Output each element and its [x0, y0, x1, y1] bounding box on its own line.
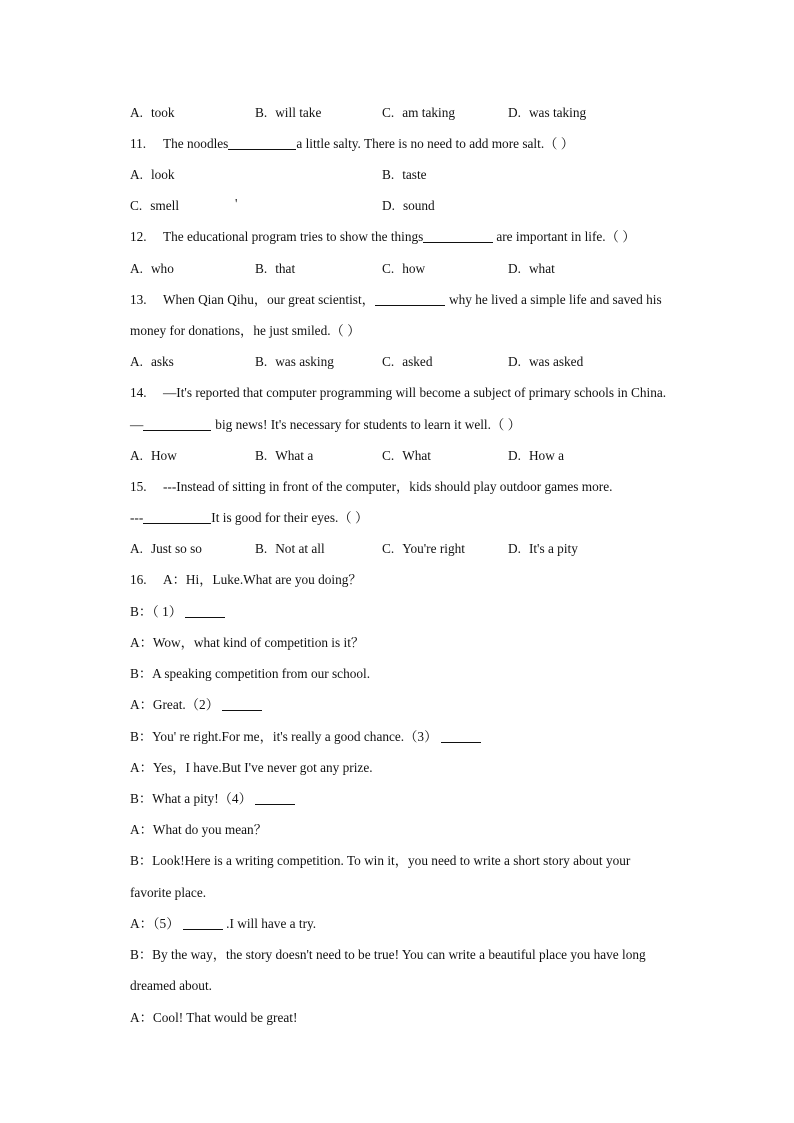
q12-option-c[interactable]	[382, 260, 425, 278]
option-letter: C.	[382, 261, 395, 276]
option-letter: D.	[382, 198, 395, 213]
q15-option-d[interactable]	[508, 540, 578, 558]
option-text: taste	[402, 167, 427, 182]
q15-option-a[interactable]	[130, 540, 202, 558]
option-text: asks	[150, 354, 174, 369]
q11-option-c[interactable]	[130, 197, 179, 215]
option-letter: A.	[130, 105, 143, 120]
q13-stem-line2: money for donations，he just smiled.（ ）	[130, 323, 361, 338]
dash: ---	[130, 510, 144, 525]
option-text: How	[150, 448, 177, 463]
option-letter: D.	[508, 354, 521, 369]
q16-line-8	[130, 790, 295, 808]
q15-response	[130, 509, 368, 527]
answer-paren[interactable]: （ ）	[605, 229, 636, 244]
option-letter: B.	[255, 261, 268, 276]
q14-option-a[interactable]	[130, 447, 177, 465]
q13-option-b[interactable]	[255, 353, 334, 371]
option-letter: A.	[130, 261, 143, 276]
q11-option-a[interactable]	[130, 166, 175, 184]
q16-line-1	[130, 571, 362, 589]
option-letter: D.	[508, 105, 521, 120]
question-number: 16.	[130, 572, 147, 587]
q14-stem	[130, 384, 666, 402]
dialogue-text: A：Great.（2）	[130, 697, 219, 712]
q13-option-d[interactable]	[508, 353, 583, 371]
q11-option-b[interactable]	[382, 166, 427, 184]
option-letter: B.	[382, 167, 395, 182]
option-text: took	[150, 105, 175, 120]
answer-blank[interactable]	[185, 604, 225, 618]
q10-option-b[interactable]	[255, 104, 321, 122]
q11-option-d[interactable]	[382, 197, 435, 215]
q13-stem	[130, 291, 662, 309]
q16-line-5	[130, 696, 262, 714]
option-text: what	[528, 261, 555, 276]
answer-blank[interactable]	[143, 417, 211, 431]
answer-blank[interactable]	[228, 136, 296, 150]
stem-text: big news! It's necessary for students to learn it well.（ ）	[215, 417, 521, 432]
q10-option-c[interactable]	[382, 104, 455, 122]
option-letter: C.	[130, 198, 143, 213]
dialogue-text: A：（5）	[130, 916, 180, 931]
option-text: What a	[275, 448, 314, 463]
q12-option-d[interactable]	[508, 260, 555, 278]
question-number: 12.	[130, 229, 147, 244]
option-text: sound	[402, 198, 435, 213]
question-number: 13.	[130, 292, 147, 307]
q13-option-c[interactable]	[382, 353, 432, 371]
answer-blank[interactable]	[183, 916, 223, 930]
option-letter: B.	[255, 541, 268, 556]
option-letter: B.	[255, 448, 268, 463]
stem-text: a little salty. There is no need to add more salt.	[296, 136, 545, 151]
option-text: how	[402, 261, 426, 276]
question-number: 15.	[130, 479, 147, 494]
q12-stem	[130, 228, 636, 246]
option-text: was asking	[275, 354, 334, 369]
answer-blank[interactable]	[441, 729, 481, 743]
q15-option-c[interactable]	[382, 540, 465, 558]
option-letter: A.	[130, 448, 143, 463]
option-letter: A.	[130, 167, 143, 182]
answer-blank[interactable]	[255, 791, 295, 805]
option-text: Not at all	[275, 541, 325, 556]
answer-blank[interactable]	[222, 697, 262, 711]
stem-text: ---Instead of sitting in front of the computer，kids should play outdoor games more.	[163, 479, 613, 494]
answer-paren[interactable]: （ ）	[544, 136, 575, 151]
option-letter: C.	[382, 354, 395, 369]
option-text: How a	[528, 448, 565, 463]
stem-text: —It's reported that computer programming will become a subject of primary schools in China.	[163, 385, 667, 400]
option-text: am taking	[402, 105, 456, 120]
q14-option-d[interactable]	[508, 447, 564, 465]
dialogue-text: .I will have a try.	[226, 916, 317, 931]
q16-line-11: favorite place.	[130, 885, 207, 900]
option-text: that	[275, 261, 296, 276]
option-letter: B.	[255, 354, 268, 369]
q12-option-a[interactable]	[130, 260, 174, 278]
option-text: look	[150, 167, 175, 182]
q16-line-13: B：By the way，the story doesn't need to be true! You can write a beautiful place you have long	[130, 947, 646, 962]
option-text: asked	[402, 354, 433, 369]
option-text: Just so so	[150, 541, 202, 556]
stem-text: why he lived a simple life and saved his	[448, 292, 662, 307]
q10-option-d[interactable]	[508, 104, 586, 122]
option-letter: D.	[508, 541, 521, 556]
stray-mark: '	[235, 196, 238, 211]
stem-text: The noodles	[163, 136, 229, 151]
option-text: You're right	[402, 541, 465, 556]
q16-line-7: A：Yes，I have.But I've never got any prize.	[130, 760, 373, 775]
q15-stem	[130, 478, 612, 496]
option-letter: B.	[255, 105, 268, 120]
option-text: was asked	[528, 354, 584, 369]
q10-option-a[interactable]	[130, 104, 175, 122]
option-letter: D.	[508, 261, 521, 276]
question-number: 14.	[130, 385, 147, 400]
q16-line-14: dreamed about.	[130, 978, 212, 993]
option-letter: A.	[130, 354, 143, 369]
option-text: It's a pity	[528, 541, 578, 556]
stem-text: The educational program tries to show the things	[163, 229, 424, 244]
dialogue-text: B：You' re right.For me，it's really a good chance.（3）	[130, 729, 438, 744]
q14-option-b[interactable]	[255, 447, 313, 465]
q16-line-2	[130, 603, 225, 621]
q16-line-10: B：Look!Here is a writing competition. To win it，you need to write a short story about your	[130, 853, 631, 868]
answer-blank[interactable]	[143, 510, 211, 524]
answer-blank[interactable]	[423, 229, 493, 243]
option-letter: A.	[130, 541, 143, 556]
option-text: was taking	[528, 105, 587, 120]
option-text: What	[402, 448, 431, 463]
q14-response	[130, 416, 521, 434]
q16-line-3: A：Wow，what kind of competition is it？	[130, 635, 365, 650]
dialogue-text: A：Hi，Luke.What are you doing？	[163, 572, 362, 587]
option-letter: D.	[508, 448, 521, 463]
q11-stem	[130, 135, 574, 153]
q16-line-12	[130, 915, 316, 933]
option-letter: C.	[382, 448, 395, 463]
q12-option-b[interactable]	[255, 260, 295, 278]
dash: —	[130, 417, 144, 432]
q15-option-b[interactable]	[255, 540, 325, 558]
stem-text: When Qian Qihu，our great scientist，	[163, 292, 375, 307]
question-number: 11.	[130, 136, 147, 151]
q13-option-a[interactable]	[130, 353, 174, 371]
q16-line-6	[130, 728, 481, 746]
dialogue-text: B：（ 1）	[130, 604, 183, 619]
stem-text: are important in life.	[496, 229, 606, 244]
option-text: smell	[150, 198, 180, 213]
dialogue-text: B：What a pity!（4）	[130, 791, 252, 806]
q14-option-c[interactable]	[382, 447, 431, 465]
answer-blank[interactable]	[375, 292, 445, 306]
option-text: will take	[275, 105, 322, 120]
option-letter: C.	[382, 105, 395, 120]
stem-text: It is good for their eyes.（ ）	[211, 510, 369, 525]
option-text: who	[150, 261, 174, 276]
option-letter: C.	[382, 541, 395, 556]
q16-line-4: B：A speaking competition from our school.	[130, 666, 371, 681]
q16-line-15: A：Cool! That would be great!	[130, 1010, 298, 1025]
q16-line-9: A：What do you mean？	[130, 822, 268, 837]
